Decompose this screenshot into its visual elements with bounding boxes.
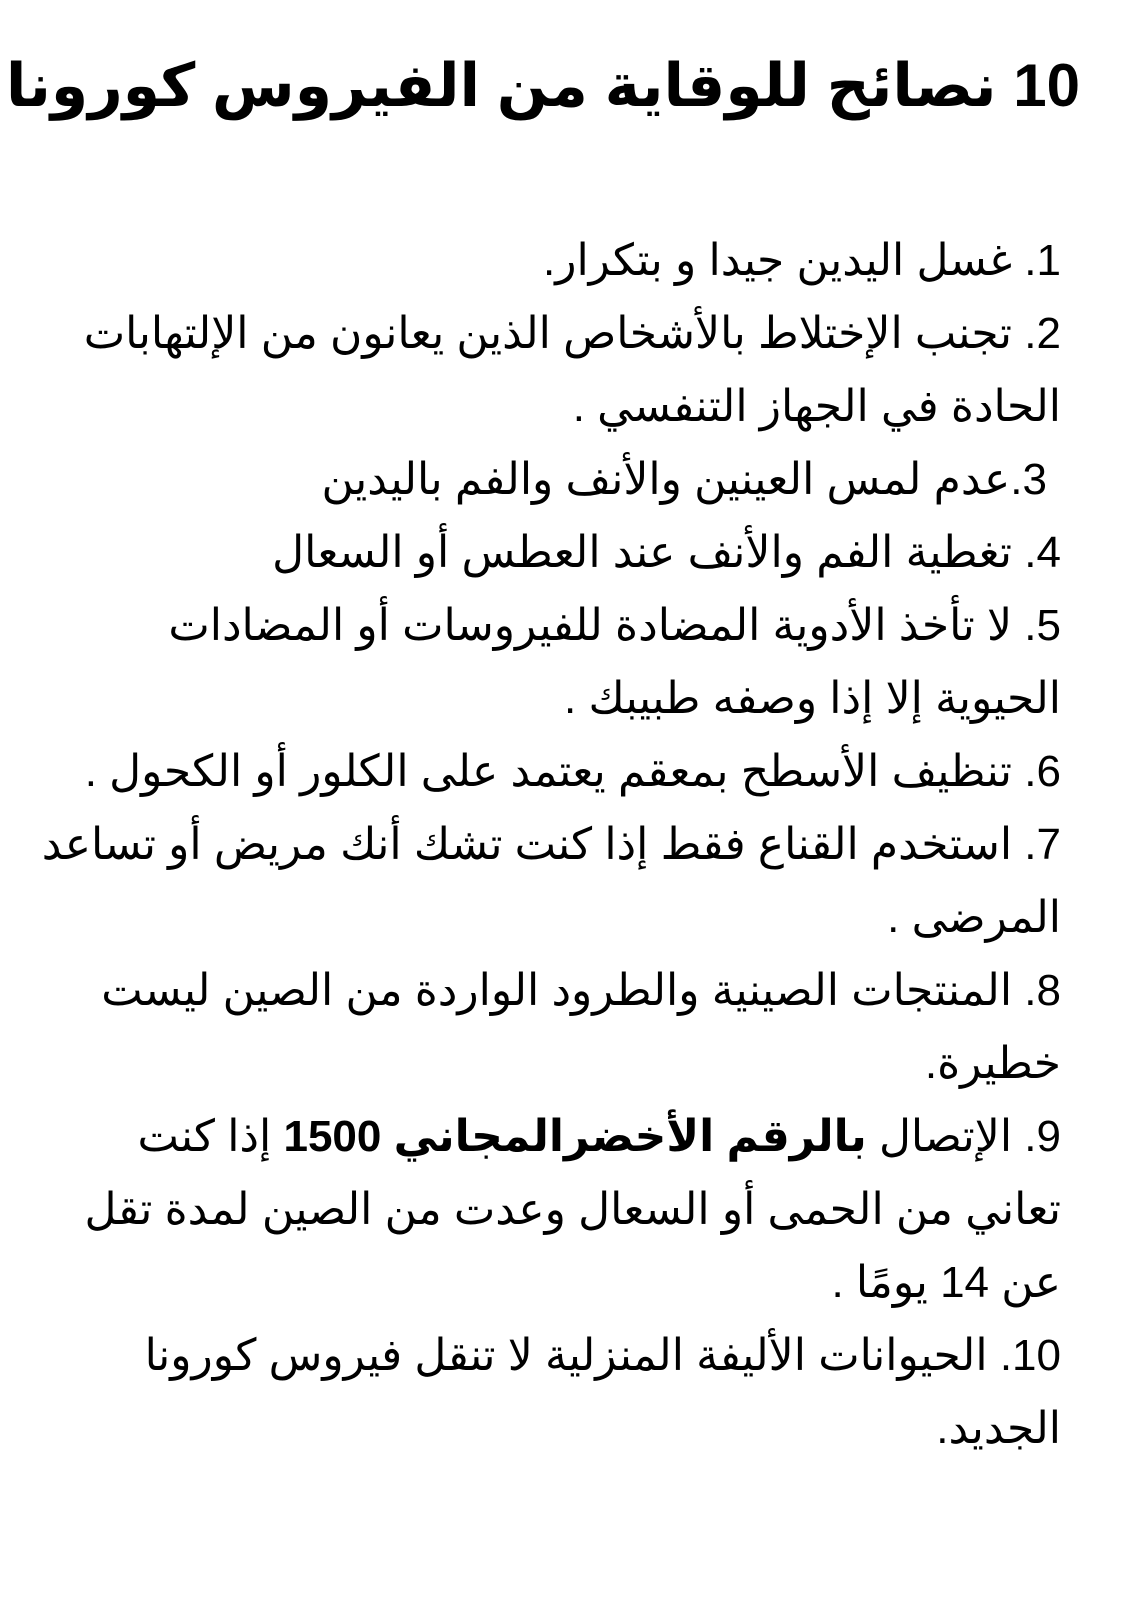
item-number: 7.: [1024, 820, 1061, 869]
item-number: 10.: [999, 1331, 1061, 1380]
item-text: عدم لمس العينين والأنف والفم باليدين: [321, 455, 1011, 504]
list-item: [31, 297, 1061, 443]
item-text: لا تأخذ الأدوية المضادة للفيروسات أو المضادات الحيوية إلا إذا وصفه طبيبك .: [168, 601, 1061, 723]
list-item: [31, 735, 1061, 808]
item-text: تغطية الفم والأنف عند العطس أو السعال: [272, 528, 1013, 577]
item-number: 4.: [1024, 528, 1061, 577]
title-text: 10 نصائح للوقاية من الفيروس كورونا: [5, 52, 1080, 119]
item-number: 2.: [1024, 309, 1061, 358]
item-number: 1.: [1024, 236, 1061, 285]
item-text: الحيوانات الأليفة المنزلية لا تنقل فيروس كورونا الجديد.: [144, 1331, 1061, 1453]
list-item: [31, 808, 1061, 954]
list-item: [31, 1100, 1061, 1319]
list-item: [31, 516, 1061, 589]
item-number: 9.: [1024, 1112, 1061, 1161]
list-item: [31, 589, 1061, 735]
tips-list: [31, 224, 1061, 1465]
item-text: المنتجات الصينية والطرود الواردة من الصين ليست خطيرة.: [101, 966, 1061, 1088]
item-number: 6.: [1024, 747, 1061, 796]
list-item: [31, 443, 1061, 516]
item-number: 5.: [1024, 601, 1061, 650]
item-text-pre: الإتصال: [866, 1112, 1013, 1161]
item-text: غسل اليدين جيدا و بتكرار.: [542, 236, 1013, 285]
item-text-post: إذا كنت تعاني من الحمى أو السعال وعدت من الصين لمدة تقل عن 14 يومًا .: [84, 1112, 1061, 1307]
page-title: [5, 46, 1080, 126]
item-number: 8.: [1024, 966, 1061, 1015]
item-number: 3.: [1010, 455, 1047, 504]
list-item: [31, 1319, 1061, 1465]
item-text: تنظيف الأسطح بمعقم يعتمد على الكلور أو الكحول .: [84, 747, 1013, 796]
list-item: [31, 954, 1061, 1100]
hotline-number: بالرقم الأخضرالمجاني 1500: [283, 1112, 867, 1161]
list-item: [31, 224, 1061, 297]
item-text: استخدم القناع فقط إذا كنت تشك أنك مريض أو تساعد المرضى .: [41, 820, 1061, 942]
item-text: تجنب الإختلاط بالأشخاص الذين يعانون من الإلتهابات الحادة في الجهاز التنفسي .: [83, 309, 1061, 431]
